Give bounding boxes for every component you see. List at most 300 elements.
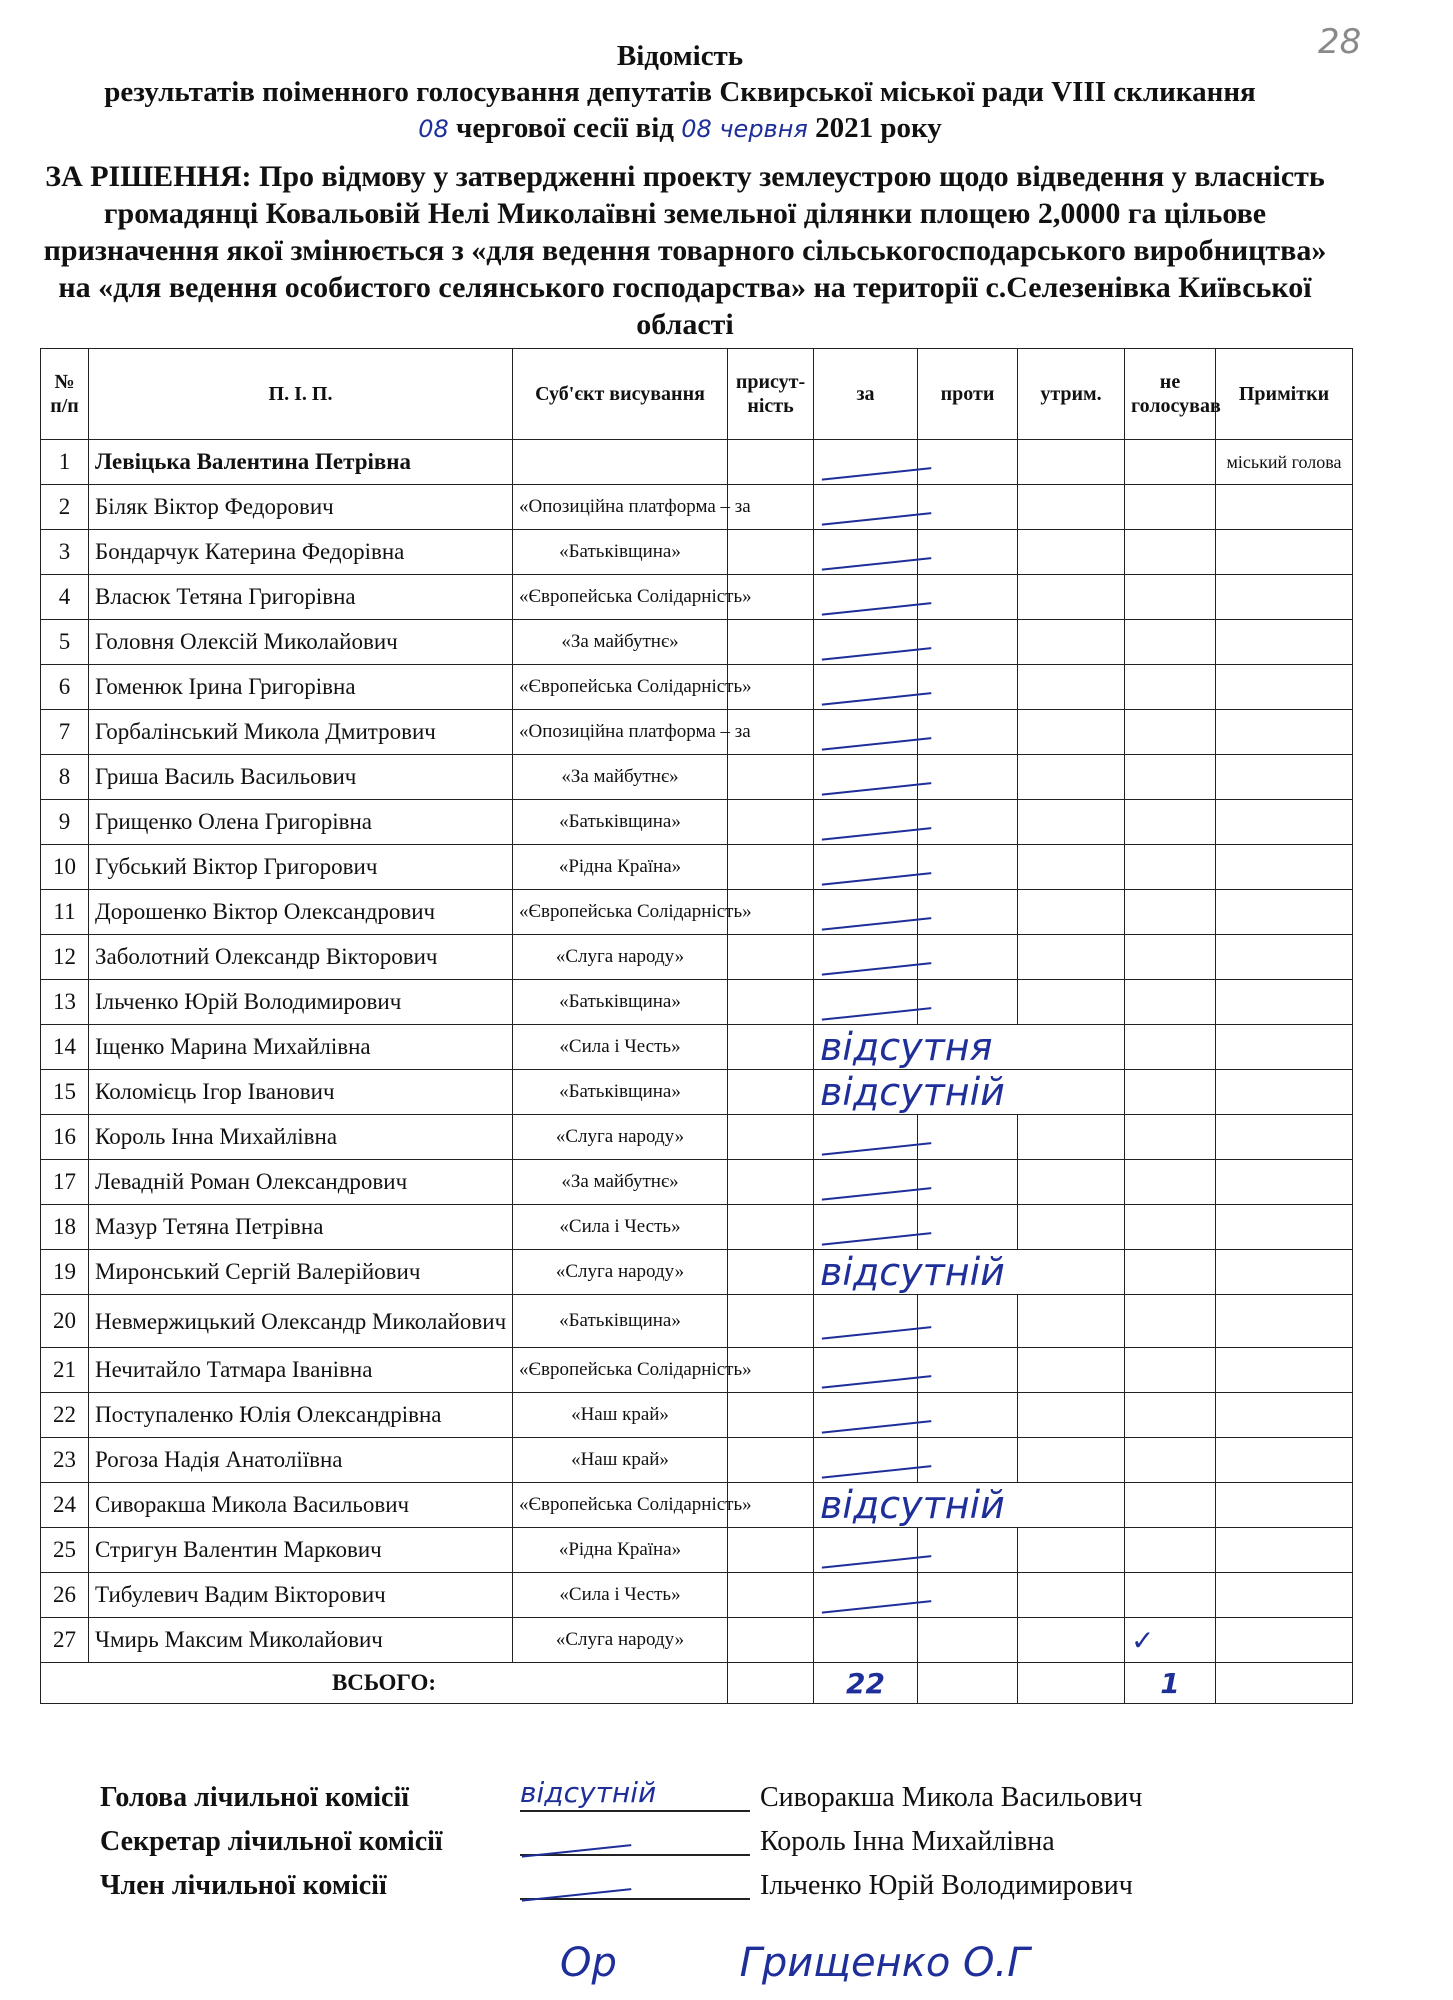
note-cell: [1216, 1618, 1353, 1663]
deputy-name: Невмержицький Олександр Миколайович: [89, 1295, 513, 1348]
row-number: 16: [41, 1115, 89, 1160]
signature-line: [520, 1864, 750, 1900]
deputy-party: «Рідна Країна»: [513, 1528, 728, 1573]
vote-for-cell: [814, 980, 918, 1025]
row-number: 15: [41, 1070, 89, 1115]
deputy-name: Король Інна Михайлівна: [89, 1115, 513, 1160]
table-row: [41, 800, 1353, 845]
total-for: [814, 1663, 918, 1704]
page-number: 28: [1318, 22, 1362, 62]
deputy-party: «Рідна Країна»: [513, 845, 728, 890]
absent-handwritten: відсутній: [520, 1776, 657, 1809]
counting-commission: [100, 1776, 1340, 1914]
session-year: 2021 року: [815, 112, 942, 144]
note-cell: [1216, 980, 1353, 1025]
vote-for-cell: [814, 1205, 918, 1250]
table-row: [41, 530, 1353, 575]
deputy-party: «Сила і Честь»: [513, 1205, 728, 1250]
commission-member-name: Король Інна Михайлівна: [760, 1826, 1055, 1857]
signature-line: [520, 1776, 750, 1812]
vote-against-cell: [918, 1160, 1018, 1205]
table-row: [41, 1160, 1353, 1205]
table-row: [41, 1528, 1353, 1573]
deputy-name: Рогоза Надія Анатоліївна: [89, 1438, 513, 1483]
total-present: [728, 1663, 814, 1704]
row-number: 23: [41, 1438, 89, 1483]
not-voted-cell: [1125, 575, 1216, 620]
vote-against-cell: [918, 1618, 1018, 1663]
note-cell: [1216, 1573, 1353, 1618]
vote-against-cell: [918, 575, 1018, 620]
vote-abstain-cell: [1018, 575, 1125, 620]
row-number: 24: [41, 1483, 89, 1528]
not-voted-cell: [1125, 845, 1216, 890]
row-number: 18: [41, 1205, 89, 1250]
vote-against-cell: [918, 980, 1018, 1025]
table-row: [41, 710, 1353, 755]
note-cell: [1216, 1295, 1353, 1348]
handwritten-signature: [819, 617, 932, 660]
vote-against-cell: [918, 1393, 1018, 1438]
row-number: 2: [41, 485, 89, 530]
handwritten-signature: [819, 842, 932, 885]
vote-against-cell: [918, 665, 1018, 710]
vote-abstain-cell: [1018, 1295, 1125, 1348]
vote-against-cell: [918, 1528, 1018, 1573]
present-cell: [728, 440, 814, 485]
total-row: [41, 1663, 1353, 1704]
table-row: [41, 1205, 1353, 1250]
vote-against-cell: [918, 485, 1018, 530]
handwritten-signature: [819, 932, 932, 975]
vote-for-cell: [814, 1250, 1125, 1295]
deputy-party: «Батьківщина»: [513, 530, 728, 575]
vote-rows: [41, 440, 1353, 1663]
row-number: 25: [41, 1528, 89, 1573]
vote-table: [40, 348, 1353, 1704]
handwritten-signature: [819, 437, 932, 480]
deputy-party: «Слуга народу»: [513, 1618, 728, 1663]
vote-for-cell: [814, 845, 918, 890]
note-cell: міський голова: [1216, 440, 1353, 485]
deputy-name: Горбалінський Микола Дмитрович: [89, 710, 513, 755]
not-voted-cell: [1125, 1438, 1216, 1483]
note-cell: [1216, 1393, 1353, 1438]
handwritten-signature: [819, 1525, 932, 1568]
deputy-name: Головня Олексій Миколайович: [89, 620, 513, 665]
col-abstain-header: утрим.: [1018, 349, 1125, 440]
commission-role: Член лічильної комісії: [100, 1870, 387, 1901]
handwritten-signature: [519, 1858, 632, 1901]
vote-for-cell: [814, 665, 918, 710]
vote-abstain-cell: [1018, 665, 1125, 710]
header-line-1: результатів поіменного голосування депутатів Сквирської міської ради VIII скликання: [104, 76, 1256, 108]
deputy-name: Іщенко Марина Михайлівна: [89, 1025, 513, 1070]
session-label: чергової сесії від: [456, 112, 674, 144]
vote-for-cell: [814, 1438, 918, 1483]
col-num-header: № п/п: [41, 349, 89, 440]
note-cell: [1216, 755, 1353, 800]
row-number: 1: [41, 440, 89, 485]
vote-for-cell: [814, 1618, 918, 1663]
deputy-name: Гоменюк Ірина Григорівна: [89, 665, 513, 710]
note-cell: [1216, 485, 1353, 530]
vote-against-cell: [918, 755, 1018, 800]
row-number: 5: [41, 620, 89, 665]
present-cell: [728, 800, 814, 845]
row-number: 11: [41, 890, 89, 935]
table-row: [41, 1438, 1353, 1483]
table-row: [41, 1618, 1353, 1663]
vote-against-cell: [918, 620, 1018, 665]
vote-for-cell: [814, 1528, 918, 1573]
handwritten-signature: [819, 1296, 932, 1339]
note-cell: [1216, 1205, 1353, 1250]
present-cell: [728, 980, 814, 1025]
not-voted-cell: [1125, 1160, 1216, 1205]
present-cell: [728, 1573, 814, 1618]
vote-for-cell: [814, 1115, 918, 1160]
deputy-party: «За майбутнє»: [513, 620, 728, 665]
table-row: [41, 485, 1353, 530]
note-cell: [1216, 845, 1353, 890]
total-against: [918, 1663, 1018, 1704]
not-voted-cell: [1125, 1618, 1216, 1663]
vote-abstain-cell: [1018, 1393, 1125, 1438]
vote-against-cell: [918, 1295, 1018, 1348]
note-cell: [1216, 575, 1353, 620]
not-voted-cell: [1125, 1393, 1216, 1438]
deputy-party: «Європейська Солідарність»: [513, 890, 728, 935]
vote-against-cell: [918, 1438, 1018, 1483]
not-voted-cell: [1125, 755, 1216, 800]
vote-abstain-cell: [1018, 1573, 1125, 1618]
vote-for-cell: [814, 710, 918, 755]
vote-abstain-cell: [1018, 710, 1125, 755]
table-row: [41, 1115, 1353, 1160]
row-number: 10: [41, 845, 89, 890]
table-header-row: [41, 349, 1353, 440]
not-voted-cell: [1125, 620, 1216, 665]
deputy-name: Чмирь Максим Миколайович: [89, 1618, 513, 1663]
note-cell: [1216, 1438, 1353, 1483]
handwritten-signature: [819, 662, 932, 705]
deputy-party: «Сила і Честь»: [513, 1573, 728, 1618]
deputy-name: Коломієць Ігор Іванович: [89, 1070, 513, 1115]
commission-member-name: Сиворакша Микола Васильович: [760, 1782, 1143, 1813]
col-present-header: присут-ність: [728, 349, 814, 440]
deputy-party: «Європейська Солідарність»: [513, 1348, 728, 1393]
vote-abstain-cell: [1018, 1205, 1125, 1250]
table-row: [41, 1025, 1353, 1070]
header-line-2: [40, 110, 1320, 147]
col-for-header: за: [814, 349, 918, 440]
signature-line: [520, 1820, 750, 1856]
present-cell: [728, 845, 814, 890]
handwritten-signature: [819, 1435, 932, 1478]
col-against-header: проти: [918, 349, 1018, 440]
deputy-name: Тибулевич Вадим Вікторович: [89, 1573, 513, 1618]
handwritten-signature: [819, 1345, 932, 1388]
vote-abstain-cell: [1018, 890, 1125, 935]
vote-abstain-cell: [1018, 485, 1125, 530]
vote-for-cell: [814, 575, 918, 620]
handwritten-signature: [819, 1390, 932, 1433]
present-cell: [728, 1438, 814, 1483]
present-cell: [728, 1295, 814, 1348]
vote-for-cell: [814, 1160, 918, 1205]
total-for-value: 22: [846, 1666, 885, 1700]
deputy-party: «Слуга народу»: [513, 1115, 728, 1160]
vote-against-cell: [918, 1348, 1018, 1393]
row-number: 14: [41, 1025, 89, 1070]
vote-against-cell: [918, 890, 1018, 935]
vote-for-cell: [814, 890, 918, 935]
handwritten-signature: [819, 1112, 932, 1155]
handwritten-signature: [819, 572, 932, 615]
vote-for-cell: [814, 440, 918, 485]
handwritten-signature: [819, 527, 932, 570]
table-row: [41, 440, 1353, 485]
deputy-party: «За майбутнє»: [513, 755, 728, 800]
session-number: 08: [418, 115, 449, 143]
table-row: [41, 980, 1353, 1025]
table-row: [41, 935, 1353, 980]
not-voted-cell: [1125, 485, 1216, 530]
not-voted-cell: [1125, 1528, 1216, 1573]
deputy-name: Ільченко Юрій Володимирович: [89, 980, 513, 1025]
present-cell: [728, 755, 814, 800]
deputy-party: «Сила і Честь»: [513, 1025, 728, 1070]
row-number: 6: [41, 665, 89, 710]
note-cell: [1216, 1025, 1353, 1070]
present-cell: [728, 530, 814, 575]
vote-for-cell: [814, 1393, 918, 1438]
table-row: [41, 620, 1353, 665]
table-row: [41, 845, 1353, 890]
table-row: [41, 1250, 1353, 1295]
note-cell: [1216, 665, 1353, 710]
note-cell: [1216, 710, 1353, 755]
note-cell: [1216, 1250, 1353, 1295]
deputy-party: [513, 440, 728, 485]
deputy-party: «За майбутнє»: [513, 1160, 728, 1205]
handwritten-signature: [819, 1570, 932, 1613]
vote-against-cell: [918, 710, 1018, 755]
decision-text: ЗА РІШЕННЯ: Про відмову у затвердженні проекту землеустрою щодо відведення у власність громадянці Ковальовій Нелі Миколаївні земельної ділянки площею 2,0000 га цільове призначення якої змінюється з «для ведення товарного сільськогосподарського виробництва» на «для ведення особистого селянського господарства» на території с.Селезенівка Київської області: [43, 160, 1327, 341]
commission-member-name: Ільченко Юрій Володимирович: [760, 1870, 1133, 1901]
present-cell: [728, 935, 814, 980]
absent-handwritten: відсутня: [820, 1025, 993, 1069]
vote-for-cell: [814, 1483, 1125, 1528]
row-number: 4: [41, 575, 89, 620]
row-number: 17: [41, 1160, 89, 1205]
note-cell: [1216, 1528, 1353, 1573]
absent-handwritten: відсутній: [820, 1250, 1005, 1294]
not-voted-cell: [1125, 1348, 1216, 1393]
table-row: [41, 575, 1353, 620]
deputy-name: Власюк Тетяна Григорівна: [89, 575, 513, 620]
vote-abstain-cell: [1018, 1528, 1125, 1573]
deputy-name: Сиворакша Микола Васильович: [89, 1483, 513, 1528]
table-row: [41, 665, 1353, 710]
footer-signature: Грищенко О.Г: [739, 1940, 1030, 1986]
handwritten-signature: [819, 887, 932, 930]
total-label: ВСЬОГО:: [41, 1663, 728, 1704]
vote-for-cell: [814, 1295, 918, 1348]
not-voted-cell: [1125, 1573, 1216, 1618]
table-row: [41, 755, 1353, 800]
row-number: 12: [41, 935, 89, 980]
deputy-party: «Європейська Солідарність»: [513, 1483, 728, 1528]
footer-signature: Ор: [560, 1940, 617, 1986]
vote-against-cell: [918, 1573, 1018, 1618]
present-cell: [728, 1393, 814, 1438]
deputy-party: «Наш край»: [513, 1438, 728, 1483]
handwritten-signature: [819, 482, 932, 525]
deputy-name: Стригун Валентин Маркович: [89, 1528, 513, 1573]
table-row: [41, 1348, 1353, 1393]
vote-abstain-cell: [1018, 1115, 1125, 1160]
row-number: 20: [41, 1295, 89, 1348]
note-cell: [1216, 620, 1353, 665]
note-cell: [1216, 935, 1353, 980]
vote-against-cell: [918, 440, 1018, 485]
note-cell: [1216, 1115, 1353, 1160]
present-cell: [728, 1205, 814, 1250]
deputy-party: «Батьківщина»: [513, 980, 728, 1025]
deputy-name: Мазур Тетяна Петрівна: [89, 1205, 513, 1250]
table-row: [41, 1483, 1353, 1528]
deputy-party: «Батьківщина»: [513, 800, 728, 845]
row-number: 7: [41, 710, 89, 755]
vote-for-cell: [814, 1348, 918, 1393]
deputy-party: «Наш край»: [513, 1393, 728, 1438]
total-not-voted-value: 1: [1160, 1666, 1180, 1700]
row-number: 19: [41, 1250, 89, 1295]
deputy-name: Левадній Роман Олександрович: [89, 1160, 513, 1205]
note-cell: [1216, 890, 1353, 935]
deputy-party: «Слуга народу»: [513, 1250, 728, 1295]
deputy-name: Поступаленко Юлія Олександрівна: [89, 1393, 513, 1438]
present-cell: [728, 1250, 814, 1295]
checkmark-icon: ✓: [1131, 1623, 1155, 1657]
note-cell: [1216, 1070, 1353, 1115]
not-voted-cell: [1125, 800, 1216, 845]
row-number: 27: [41, 1618, 89, 1663]
deputy-name: Нечитайло Татмара Іванівна: [89, 1348, 513, 1393]
row-number: 26: [41, 1573, 89, 1618]
vote-abstain-cell: [1018, 1348, 1125, 1393]
vote-abstain-cell: [1018, 800, 1125, 845]
vote-abstain-cell: [1018, 935, 1125, 980]
vote-against-cell: [918, 935, 1018, 980]
vote-for-cell: [814, 485, 918, 530]
table-row: [41, 1573, 1353, 1618]
vote-against-cell: [918, 1205, 1018, 1250]
table-row: [41, 1393, 1353, 1438]
note-cell: [1216, 530, 1353, 575]
absent-handwritten: відсутній: [820, 1070, 1005, 1114]
present-cell: [728, 1528, 814, 1573]
deputy-name: Левіцька Валентина Петрівна: [89, 440, 513, 485]
col-party-header: Суб'єкт висування: [513, 349, 728, 440]
note-cell: [1216, 800, 1353, 845]
vote-abstain-cell: [1018, 980, 1125, 1025]
deputy-party: «Опозиційна платформа – за: [513, 485, 728, 530]
commission-role: Секретар лічильної комісії: [100, 1826, 443, 1857]
note-cell: [1216, 1483, 1353, 1528]
document-header: [40, 38, 1320, 147]
present-cell: [728, 1070, 814, 1115]
note-cell: [1216, 1160, 1353, 1205]
vote-against-cell: [918, 530, 1018, 575]
vote-abstain-cell: [1018, 530, 1125, 575]
deputy-party: «Європейська Солідарність»: [513, 575, 728, 620]
not-voted-cell: [1125, 1483, 1216, 1528]
commission-member: [100, 1870, 1340, 1914]
not-voted-cell: [1125, 1070, 1216, 1115]
vote-abstain-cell: [1018, 1618, 1125, 1663]
vote-abstain-cell: [1018, 1160, 1125, 1205]
table-row: [41, 1070, 1353, 1115]
deputy-name: Губський Віктор Григорович: [89, 845, 513, 890]
vote-for-cell: [814, 800, 918, 845]
not-voted-cell: [1125, 530, 1216, 575]
deputy-party: «Батьківщина»: [513, 1295, 728, 1348]
total-abstain: [1018, 1663, 1125, 1704]
note-cell: [1216, 1348, 1353, 1393]
table-row: [41, 1295, 1353, 1348]
not-voted-cell: [1125, 1205, 1216, 1250]
deputy-party: «Європейська Солідарність»: [513, 665, 728, 710]
not-voted-cell: [1125, 1250, 1216, 1295]
present-cell: [728, 620, 814, 665]
vote-for-cell: [814, 620, 918, 665]
deputy-name: Заболотний Олександр Вікторович: [89, 935, 513, 980]
vote-abstain-cell: [1018, 440, 1125, 485]
deputy-party: «Слуга народу»: [513, 935, 728, 980]
not-voted-cell: [1125, 710, 1216, 755]
handwritten-signature: [819, 1157, 932, 1200]
present-cell: [728, 1618, 814, 1663]
vote-for-cell: [814, 1573, 918, 1618]
document-title: Відомість: [616, 40, 744, 72]
row-number: 9: [41, 800, 89, 845]
vote-abstain-cell: [1018, 755, 1125, 800]
footer-signatures: [560, 1940, 1140, 1986]
vote-for-cell: [814, 1025, 1125, 1070]
commission-role: Голова лічильної комісії: [100, 1782, 410, 1813]
absent-handwritten: відсутній: [820, 1483, 1005, 1527]
not-voted-cell: [1125, 980, 1216, 1025]
vote-abstain-cell: [1018, 620, 1125, 665]
row-number: 22: [41, 1393, 89, 1438]
present-cell: [728, 1160, 814, 1205]
row-number: 21: [41, 1348, 89, 1393]
deputy-party: «Батьківщина»: [513, 1070, 728, 1115]
vote-for-cell: [814, 1070, 1125, 1115]
not-voted-cell: [1125, 935, 1216, 980]
vote-for-cell: [814, 755, 918, 800]
present-cell: [728, 1025, 814, 1070]
deputy-party: «Опозиційна платформа – за: [513, 710, 728, 755]
handwritten-signature: [519, 1814, 632, 1857]
not-voted-cell: [1125, 1295, 1216, 1348]
not-voted-cell: [1125, 440, 1216, 485]
total-note: [1216, 1663, 1353, 1704]
row-number: 13: [41, 980, 89, 1025]
